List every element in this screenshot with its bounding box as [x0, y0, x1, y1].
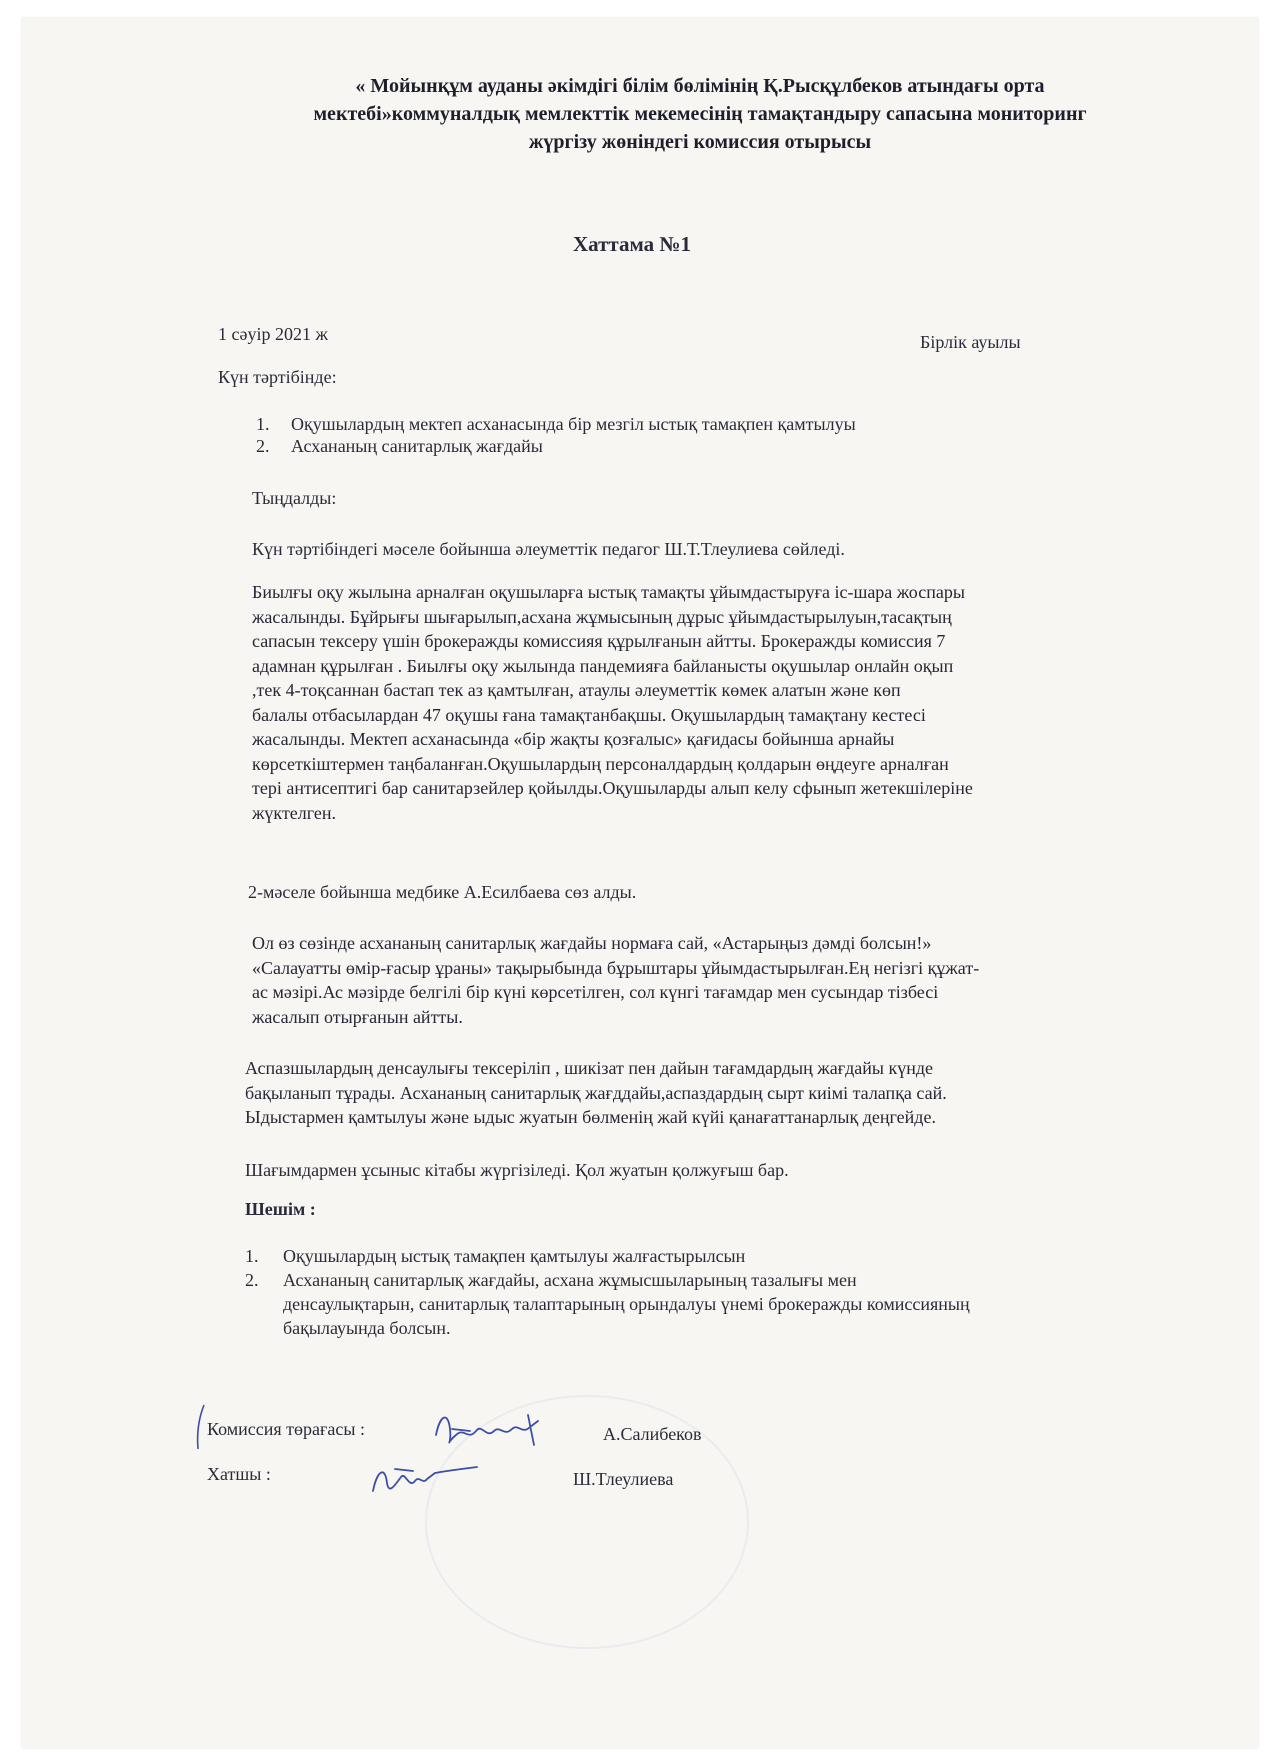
agenda-list [256, 413, 856, 457]
decision-list [245, 1244, 970, 1340]
listened-label: Тыңдалды: [252, 488, 337, 508]
header-line-3: жүргізу жөніндегі комиссия отырысы [528, 131, 872, 153]
header-line-1: « Мойынқұм ауданы әкімдігі білім бөлімінің Қ.Рысқұлбеков атындағы орта [355, 75, 1045, 97]
protocol-title: Хаттама №1 [572, 232, 692, 256]
paragraph-1 [252, 580, 1202, 825]
decision-item-line: денсаулықтарын, санитарлық талаптарының орындалуы үнемі брокеражды комиссияның [283, 1294, 970, 1314]
decision-item [245, 1268, 970, 1340]
header-line-2: мектебі»коммуналдық мемлекттік мекемесінің тамақтандыру сапасына мониторинг [313, 103, 1087, 125]
margin-mark [192, 1403, 208, 1451]
paragraph-line: көрсеткіштермен таңбаланған.Оқушылардың персоналдардың қолдарын өңдеуге арналған [252, 753, 949, 774]
agenda-item-text: Асхананың санитарлық жағдайы [291, 436, 543, 456]
chair-label: Комиссия төрағасы : [207, 1419, 365, 1439]
speaker-1-line: Күн тәртібіндегі мәселе бойынша әлеуметтік педагог Ш.Т.Тлеулиева сөйледі. [252, 539, 845, 559]
decision-item-number: 2. [245, 1270, 259, 1290]
agenda-item [256, 413, 856, 435]
paragraph-line: Ол өз сөзінде асхананың санитарлық жағдайы нормаға сай, «Астарыңыз дәмді болсын!» [252, 933, 932, 953]
agenda-item [256, 435, 856, 457]
paragraph-line: ,тек 4-тоқсаннан бастап тек аз қамтылған, атаулы әлеуметтік көмек алатын және көп [252, 680, 901, 700]
agenda-item-number: 2. [256, 436, 270, 456]
decision-item-number: 1. [245, 1246, 259, 1266]
paragraph-line: Ыдыстармен қамтылуы және ыдыс жуатын бөлменің жай күйі қанағаттанарлық деңгейде. [245, 1107, 936, 1127]
paragraph-4: Шағымдармен ұсыныс кітабы жүргізіледі. Қол жуатын қолжуғыш бар. [245, 1160, 789, 1180]
document-header [200, 72, 1200, 156]
paragraph-line: Биылғы оқу жылына арналған оқушыларға ыстық тамақты ұйымдастыруға іс-шара жоспары [252, 582, 965, 602]
paragraph-line: адамнан құрылған . Биылғы оқу жылында пандемияға байланысты оқушылар онлайн оқып [252, 655, 954, 676]
paragraph-line: ас мәзірі.Ас мәзірде белгілі бір күні көрсетілген, сол күнгі тағамдар мен сусындар тізбесі [252, 982, 939, 1002]
paragraph-line: жасалып отырғанын айтты. [252, 1006, 463, 1027]
paragraph-line: бақыланып тұрады. Асхананың санитарлық жағддайы,аспаздардың сырт киімі талапқа сай. [245, 1082, 947, 1103]
paragraph-line: жүктелген. [252, 802, 337, 823]
paragraph-line: сапасын тексеру үшін брокеражды комиссияя құрылғанын айтты. Брокеражды комиссия 7 [252, 631, 946, 651]
chair-name: А.Салибеков [603, 1424, 702, 1444]
decision-item-line: Асхананың санитарлық жағдайы, асхана жұмысшыларының тазалығы мен [283, 1270, 857, 1290]
paragraph-3 [245, 1056, 1195, 1130]
paragraph-2 [252, 931, 1202, 1029]
secretary-label: Хатшы : [207, 1464, 271, 1484]
paragraph-line: тері антисептигі бар санитарзейлер қойылды.Оқушыларды алып келу сфынып жетекшілеріне [252, 778, 973, 798]
paragraph-line: жасалынды. Мектеп асханасында «бір жақты қозғалыс» қағидасы бойынша арнайы [252, 729, 895, 749]
speaker-2-line: 2-мәселе бойынша медбике А.Есилбаева сөз алды. [248, 882, 637, 902]
paragraph-line: жасалынды. Бұйрығы шығарылып,асхана жұмысының дұрыс ұйымдастырылуын,тасақтың [252, 606, 952, 627]
paragraph-line: балалы отбасылардан 47 оқушы ғана тамақтанбақшы. Оқушылардың тамақтану кестесі [252, 704, 926, 725]
secretary-name: Ш.Тлеулиева [573, 1469, 674, 1489]
decision-item-line: бақылауында болсын. [283, 1318, 451, 1338]
paragraph-line: «Салауатты өмір-ғасыр ұраны» тақырыбында бұрыштары ұйымдастырылған.Ең негізгі құжат- [252, 957, 980, 978]
agenda-item-text: Оқушылардың мектеп асханасында бір мезгіл ыстық тамақпен қамтылуы [291, 414, 856, 434]
document-date: 1 сәуір 2021 ж [218, 324, 328, 344]
chair-signature-icon [430, 1405, 550, 1453]
secretary-signature-icon [365, 1455, 485, 1503]
agenda-item-number: 1. [256, 414, 270, 434]
agenda-title: Күн тәртібінде: [218, 367, 337, 387]
document-place: Бірлік ауылы [920, 332, 1021, 352]
decision-title: Шешім : [245, 1199, 316, 1219]
decision-item [245, 1244, 970, 1268]
paragraph-line: Аспазшылардың денсаулығы тексеріліп , шикізат пен дайын тағамдардың жағдайы күнде [245, 1058, 933, 1078]
decision-item-line: Оқушылардың ыстық тамақпен қамтылуы жалғастырылсын [283, 1246, 746, 1266]
